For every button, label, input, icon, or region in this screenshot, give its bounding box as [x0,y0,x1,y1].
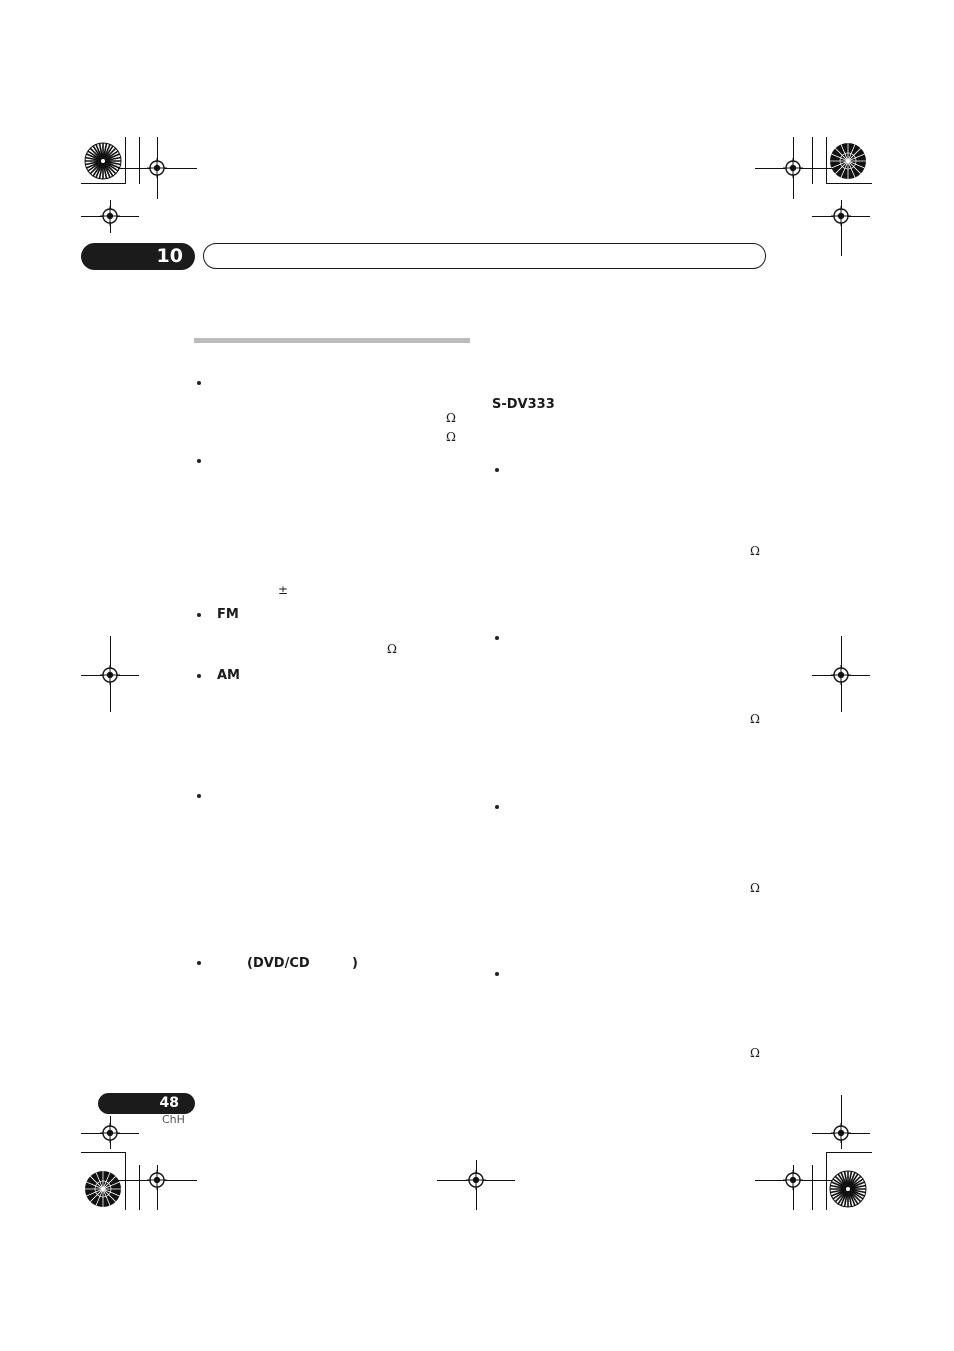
ohm-symbol: Ω [446,430,456,444]
fm-heading: FM [217,607,239,622]
registration-sunburst-top-right [829,142,867,180]
registration-crosshair [100,1123,120,1143]
crop-line [812,137,813,184]
model-name: S-DV333 [492,397,555,412]
list-bullet [495,805,499,809]
ohm-symbol: Ω [387,642,397,656]
registration-crosshair [831,665,851,685]
list-bullet [197,381,201,385]
registration-crosshair [831,1123,851,1143]
crop-line [826,1152,827,1210]
list-bullet [197,674,201,678]
crop-line [826,183,872,184]
ohm-symbol: Ω [750,881,760,895]
ohm-symbol: Ω [750,712,760,726]
registration-crosshair [831,206,851,226]
page-number-tab [98,1093,195,1114]
crop-line [125,137,126,184]
crop-line [826,1152,872,1153]
registration-crosshair [783,158,803,178]
registration-crosshair [783,1170,803,1190]
ohm-symbol: Ω [750,544,760,558]
crop-line [139,1165,140,1210]
registration-crosshair [147,158,167,178]
chapter-number-tab [81,243,195,270]
list-bullet [495,972,499,976]
list-bullet [197,961,201,965]
list-bullet [197,794,201,798]
language-code: ChH [162,1113,185,1126]
dvd-cd-heading-close: ) [352,956,358,971]
chapter-number: 10 [156,245,183,267]
registration-crosshair [100,665,120,685]
list-bullet [495,468,499,472]
crop-line [125,1152,126,1210]
crop-line [81,183,126,184]
registration-crosshair [466,1170,486,1190]
list-bullet [197,459,201,463]
list-bullet [495,636,499,640]
am-heading: AM [217,668,240,683]
crop-line [826,137,827,184]
crop-line [139,137,140,184]
dvd-cd-heading-open: (DVD/CD [247,956,310,971]
page-number: 48 [159,1095,179,1111]
plus-minus-symbol: ± [278,583,289,597]
registration-sunburst-top-left [84,142,122,180]
registration-sunburst-bottom-left [84,1170,122,1208]
list-bullet [197,613,201,617]
registration-sunburst-bottom-right [829,1170,867,1208]
ohm-symbol: Ω [446,411,456,425]
crop-line [81,1152,126,1153]
crop-line [812,1165,813,1210]
section-heading-rule [194,338,470,343]
registration-crosshair [147,1170,167,1190]
ohm-symbol: Ω [750,1046,760,1060]
chapter-title-box [203,243,766,269]
registration-crosshair [100,206,120,226]
